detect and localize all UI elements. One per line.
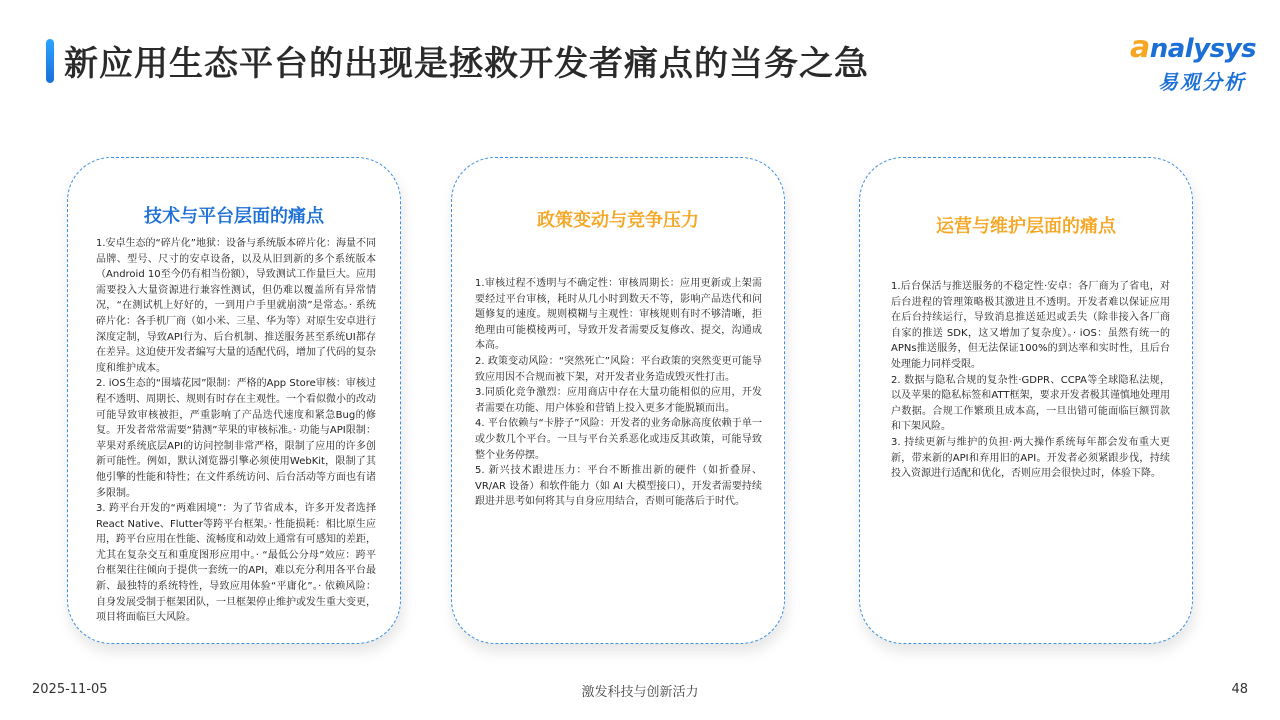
card-paragraph: 3.同质化竞争激烈：应用商店中存在大量功能相似的应用，开发者需要在功能、用户体验和营销上投入更多才能脱颖而出。 bbox=[475, 387, 762, 414]
page-number: 48 bbox=[1231, 682, 1248, 697]
card-paragraph: 2. iOS生态的“围墙花园”限制：严格的App Store审核：审核过程不透明、周期长、规则有时存在主观性。一个看似微小的改动可能导致审核被拒，严重影响了产品迭代速度和紧急Bug的修复。开发者常常需要“猜测”苹果的审核标准。· 功能与API限制：苹果对系统底层API的访问控制非常严格，限制了应用的许多创新可能性。例如，默认浏览器引擎必须使用WebKit，限制了其他引擎的性能和特性；在文件系统访问、后台活动等方面也有诸多限制。 bbox=[96, 378, 376, 499]
card-paragraph: 2. 数据与隐私合规的复杂性·GDPR、CCPA等全球隐私法规，以及苹果的隐私标签和ATT框架，要求开发者极其谨慎地处理用户数据。合规工作繁琐且成本高，一旦出错可能面临巨额罚款和下架风险。 bbox=[891, 374, 1170, 433]
card-body bbox=[475, 276, 762, 510]
title-accent-bar bbox=[46, 39, 54, 83]
card-paragraph: 2. 政策变动风险：“突然死亡”风险：平台政策的突然变更可能导致应用因不合规而被下架，对开发者业务造成毁灭性打击。 bbox=[475, 355, 762, 383]
analysys-logo bbox=[1130, 30, 1260, 95]
card-paragraph: 4. 平台依赖与“卡脖子”风险：开发者的业务命脉高度依赖于单一或少数几个平台。一旦与平台关系恶化或违反其政策，可能导致整个业务停摆。 bbox=[475, 418, 762, 461]
card-body bbox=[891, 279, 1170, 482]
logo-wordmark-rest: nalysys bbox=[1149, 34, 1257, 64]
logo-wordmark bbox=[1130, 30, 1256, 65]
logo-wordmark-a: a bbox=[1130, 30, 1150, 65]
footer-slogan: 激发科技与创新活力 bbox=[581, 685, 699, 700]
logo-chinese-name: 易观分析 bbox=[1158, 70, 1246, 94]
card-paragraph: 3. 跨平台开发的“两难困境”：为了节省成本，许多开发者选择React Native、Flutter等跨平台框架。· 性能损耗：相比原生应用，跨平台应用在性能、流畅度和动效上通常有可感知的差距，尤其在复杂交互和重度图形应用中。· “最低公分母”效应：跨平台框架往往倾向于提供一套统一的API，难以充分利用各平台最新、最独特的系统特性，导致应用体验“平庸化”。· 依赖风险：自身发展受制于框架团队，一旦框架停止维护或发生重大变更，项目将面临巨大风险。 bbox=[96, 503, 376, 624]
card-paragraph: 3. 持续更新与维护的负担·两大操作系统每年都会发布重大更新，带来新的API和弃用旧的API。开发者必须紧跟步伐，持续投入资源进行适配和优化，否则应用会很快过时，体验下降。 bbox=[891, 436, 1170, 480]
card-body bbox=[96, 236, 376, 626]
card-title: 政策变动与竞争压力 bbox=[537, 210, 699, 231]
card-paragraph: 1.后台保活与推送服务的不稳定性·安卓：各厂商为了省电，对后台进程的管理策略极其激进且不透明。开发者难以保证应用在后台持续运行，导致消息推送延迟或丢失（除非接入各厂商自家的推送 SDK，这又增加了复杂度）。· iOS：虽然有统一的APNs推送服务，但无法保证100%的到达率和实时性，且后台处理能力同样受限。 bbox=[891, 281, 1170, 370]
footer-date: 2025-11-05 bbox=[32, 682, 108, 697]
card-technical-pain-points bbox=[67, 157, 401, 644]
card-title: 运营与维护层面的痛点 bbox=[936, 216, 1116, 237]
page-title: 新应用生态平台的出现是拯救开发者痛点的当务之急 bbox=[64, 44, 869, 84]
card-policy-competition bbox=[451, 157, 785, 644]
card-operations-maintenance bbox=[859, 157, 1193, 644]
card-paragraph: 1.审核过程不透明与不确定性：审核周期长：应用更新或上架需要经过平台审核，耗时从几小时到数天不等，影响产品迭代和问题修复的速度。规则模糊与主观性：审核规则有时不够清晰，拒绝理由可能模棱两可，导致开发者需要反复修改、提交，沟通成本高。 bbox=[475, 278, 762, 352]
card-paragraph: 5. 新兴技术跟进压力：平台不断推出新的硬件（如折叠屏、VR/AR 设备）和软件能力（如 AI 大模型接口），开发者需要持续跟进并思考如何将其与自身应用结合，否则可能落后于时代。 bbox=[475, 465, 762, 508]
card-paragraph: 1.安卓生态的“碎片化”地狱：设备与系统版本碎片化：海量不同品牌、型号、尺寸的安卓设备，以及从旧到新的多个系统版本（Android 10至今仍有相当份额），导致测试工作量巨大。应用需要投入大量资源进行兼容性测试，但仍难以覆盖所有异常情况，“在测试机上好好的，一到用户手里就崩溃”是常态。· 系统碎片化：各手机厂商（如小米、三星、华为等）对原生安卓进行深度定制，导致API行为、后台机制、推送服务甚至系统UI都存在差异。这迫使开发者编写大量的适配代码，增加了代码的复杂度和维护成本。 bbox=[96, 238, 376, 374]
card-title: 技术与平台层面的痛点 bbox=[144, 206, 324, 227]
